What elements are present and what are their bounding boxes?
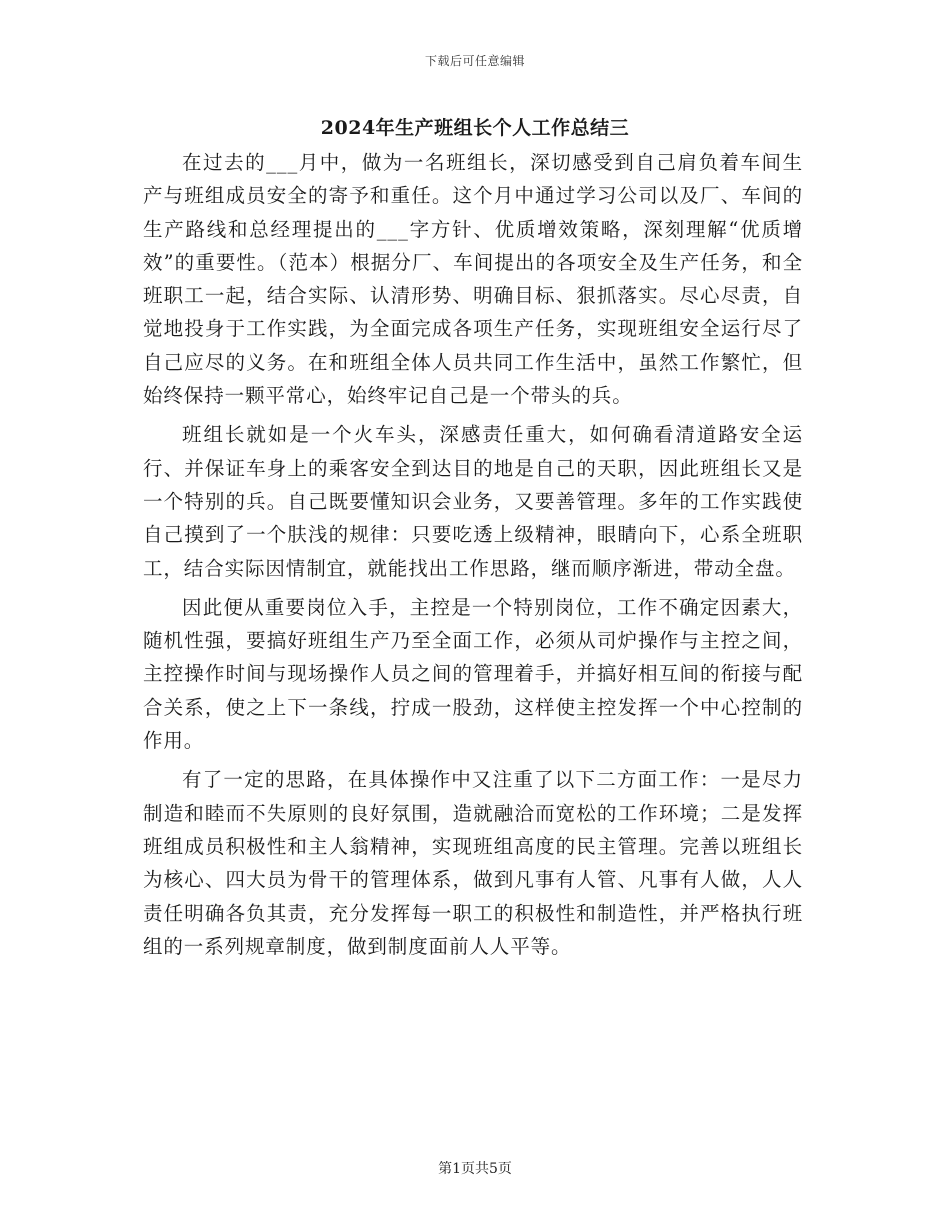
paragraph: 有了一定的思路，在具体操作中又注重了以下二方面工作：一是尽力制造和睦而不失原则的良好氛围，造就融洽而宽松的工作环境；二是发挥班组成员积极性和主人翁精神，实现班组高度的民主管理。完善以班组长为核心、四大员为骨干的管理体系，做到凡事有人管、凡事有人做，人人责任明确各负其责，充分发挥每一职工的积极性和制造性，并严格执行班组的一系列规章制度，做到制度面前人人平等。 [143,768,803,958]
paragraph: 在过去的___月中，做为一名班组长，深切感受到自己肩负着车间生产与班组成员安全的寄予和重任。这个月中通过学习公司以及厂、车间的生产路线和总经理提出的___字方针、优质增效策略，深刻理解“优质增效”的重要性。（范本）根据分厂、车间提出的各项安全及生产任务，和全班职工一起，结合实际、认清形势、明确目标、狠抓落实。尽心尽责，自觉地投身于工作实践，为全面完成各项生产任务，实现班组安全运行尽了自己应尽的义务。在和班组全体人员共同工作生活中，虽然工作繁忙，但始终保持一颗平常心，始终牢记自己是一个带头的兵。 [143,151,803,408]
page-header-note: 下载后可任意编辑 [424,54,525,68]
document-title: 2024年生产班组长个人工作总结三 [320,117,630,139]
document-body [143,146,803,969]
paragraph: 因此便从重要岗位入手，主控是一个特别岗位，工作不确定因素大，随机性强，要搞好班组生产乃至全面工作，必须从司炉操作与主控之间，主控操作时间与现场操作人员之间的管理着手，并搞好相互间的衔接与配合关系，使之上下一条线，拧成一股劲，这样使主控发挥一个中心控制的作用。 [143,595,803,753]
paragraph: 班组长就如是一个火车头，深感责任重大，如何确看清道路安全运行、并保证车身上的乘客安全到达目的地是自己的天职，因此班组长又是一个特别的兵。自己既要懂知识会业务，又要善管理。多年的工作实践使自己摸到了一个肤浅的规律：只要吃透上级精神，眼睛向下，心系全班职工，结合实际因情制宜，就能找出工作思路，继而顺序渐进，带动全盘。 [143,423,803,580]
page-number: 第1页共5页 [438,1161,512,1177]
